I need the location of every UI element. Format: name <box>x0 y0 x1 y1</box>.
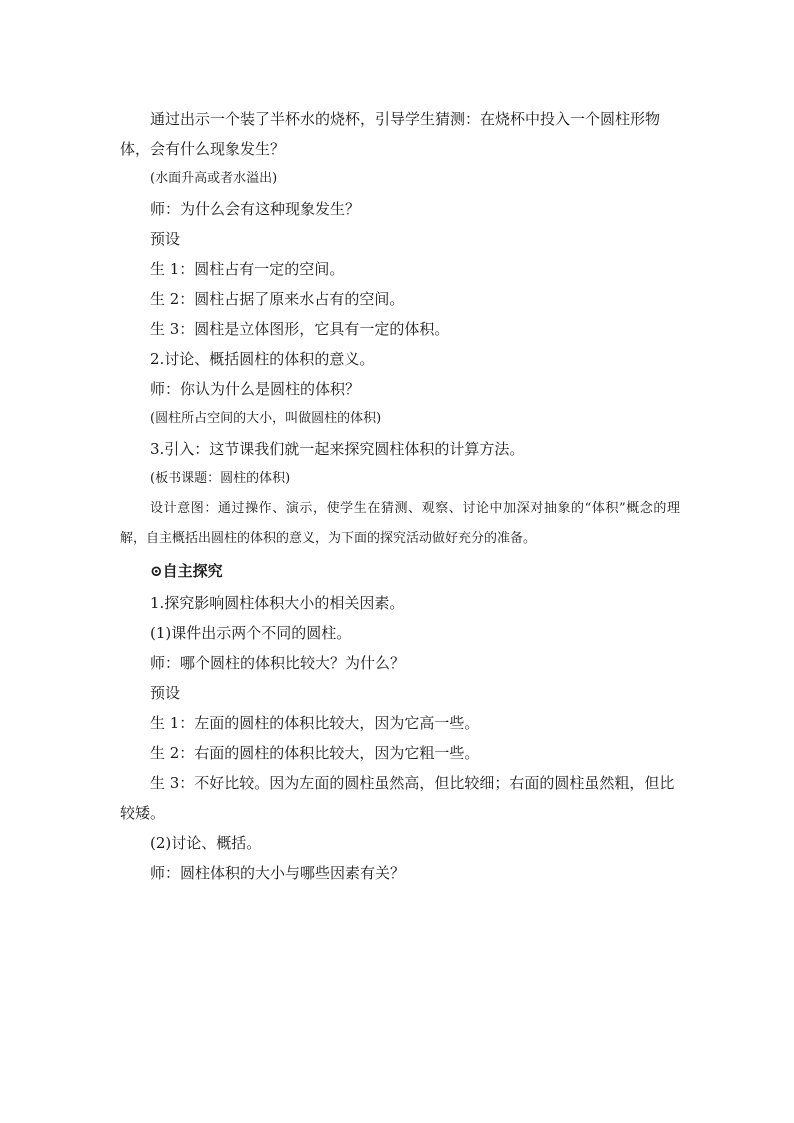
paragraph-answer-water-rises: (水面升高或者水溢出) <box>150 171 278 186</box>
paragraph-student-right-thicker: 生 2：右面的圆柱的体积比较大，因为它粗一些。 <box>150 744 480 762</box>
paragraph-beaker-question: 通过出示一个装了半杯水的烧杯，引导学生猜测：在烧杯中投入一个圆柱形物体，会有什么现象发生？ <box>120 110 661 158</box>
paragraph-preset-1: 预设 <box>150 230 181 248</box>
paragraph-preset-2: 预设 <box>150 684 181 702</box>
paragraph-teacher-which-bigger: 师：哪个圆柱的体积比较大？为什么？ <box>150 654 406 672</box>
paragraph-design-intent: 设计意图：通过操作、演示，使学生在猜测、观察、讨论中加深对抽象的“体积”概念的理解，自主概括出圆柱的体积的意义，为下面的探究活动做好充分的准备。 <box>120 501 680 546</box>
paragraph-teacher-volume-question: 师：你认为什么是圆柱的体积？ <box>150 380 361 398</box>
paragraph-show-two-cylinders: (1)课件出示两个不同的圆柱。 <box>150 624 352 642</box>
section-heading-self-exploration: ⊙自主探究 <box>150 562 223 580</box>
paragraph-volume-definition: (圆柱所占空间的大小，叫做圆柱的体积) <box>150 411 382 426</box>
paragraph-board-title: (板书课题：圆柱的体积) <box>150 471 291 486</box>
paragraph-step-2: 2.讨论、概括圆柱的体积的意义。 <box>150 350 375 368</box>
paragraph-step-3: 3.引入：这节课我们就一起来探究圆柱体积的计算方法。 <box>150 440 525 458</box>
paragraph-teacher-why: 师：为什么会有这种现象发生？ <box>150 200 361 218</box>
paragraph-student-left-taller: 生 1：左面的圆柱的体积比较大，因为它高一些。 <box>150 714 480 732</box>
paragraph-explore-factors: 1.探究影响圆柱体积大小的相关因素。 <box>150 594 405 612</box>
paragraph-student-1: 生 1：圆柱占有一定的空间。 <box>150 260 345 278</box>
paragraph-student-2: 生 2：圆柱占据了原来水占有的空间。 <box>150 290 405 308</box>
document-body <box>120 104 680 888</box>
paragraph-student-3: 生 3：圆柱是立体图形，它具有一定的体积。 <box>150 320 450 338</box>
paragraph-student-hard-to-compare: 生 3：不好比较。因为左面的圆柱虽然高，但比较细；右面的圆柱虽然粗，但比较矮。 <box>120 774 675 822</box>
paragraph-discuss-summarize: (2)讨论、概括。 <box>150 834 262 852</box>
paragraph-teacher-factors-question: 师：圆柱体积的大小与哪些因素有关？ <box>150 864 406 882</box>
